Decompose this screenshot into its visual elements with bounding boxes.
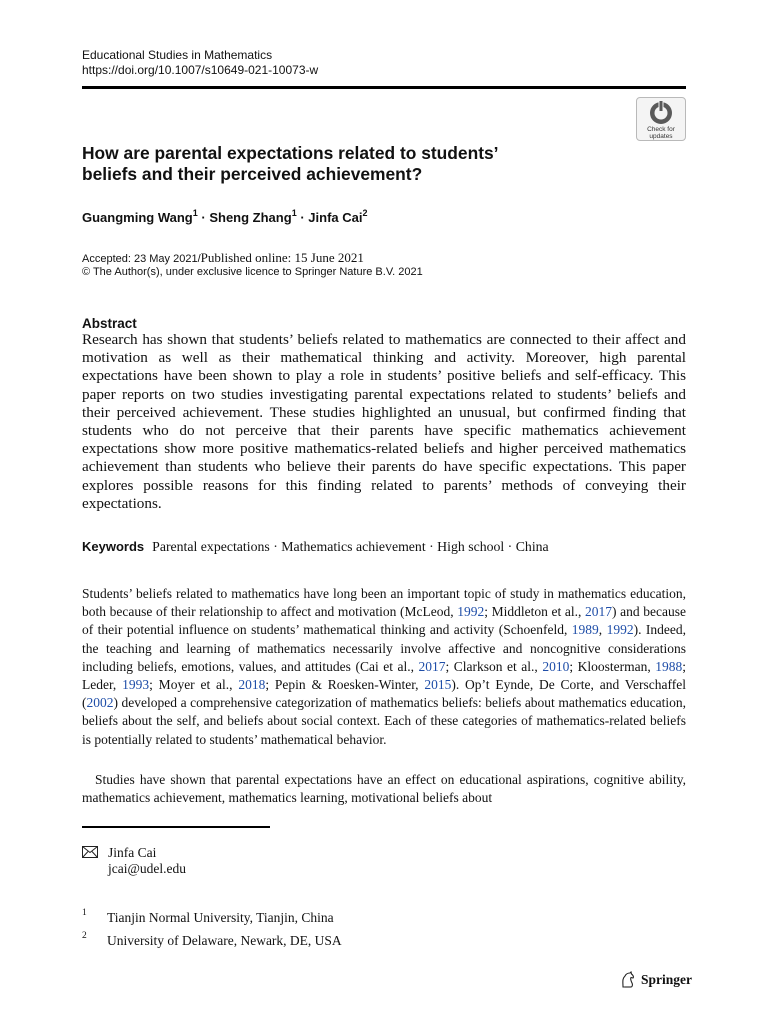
citation-link[interactable]: 1989 [571, 622, 599, 638]
body-paragraph-1 [82, 585, 686, 749]
footnote-rule [82, 826, 270, 828]
doi-link[interactable]: https://doi.org/10.1007/s10649-021-10073-w [82, 63, 319, 77]
author-list [82, 207, 368, 225]
body-text-run: , [598, 622, 607, 638]
author-affiliation-mark: 1 [291, 207, 297, 218]
body-text-run: ). Indeed, the teaching and learning of mathematics necessarily involve affective and noncognitive considerations including beliefs, emotions, values, and attitudes (Cai et al., [82, 622, 686, 674]
body-text-run: ) developed a comprehensive categorization of mathematics beliefs: beliefs about mathematics education, beliefs about the self, and beliefs about social context. Each of these categories of mathematics-related beliefs is potentially related to students’ mathematical behavior. [82, 695, 686, 747]
check-for-updates-icon [647, 101, 675, 125]
author-name[interactable]: Guangming Wang [82, 210, 193, 225]
citation-link[interactable]: 2002 [86, 695, 114, 711]
body-text-run: ; Middleton et al., [484, 604, 586, 620]
badge-label: Check for updates [647, 126, 675, 140]
author-separator: · [300, 210, 305, 225]
journal-name: Educational Studies in Mathematics [82, 48, 273, 62]
citation-link[interactable]: 1988 [655, 658, 683, 674]
citation-link[interactable]: 2017 [418, 658, 446, 674]
keywords [82, 538, 686, 556]
body-text-run: ). Op’t Eynde, De Corte, and Verschaffel ( [82, 677, 687, 711]
header-rule [82, 86, 686, 89]
check-for-updates-badge[interactable] [636, 97, 686, 141]
abstract-heading: Abstract [82, 316, 137, 331]
publication-dates [82, 251, 364, 266]
keyword-list: Parental expectations · Mathematics achievement · High school · China [152, 539, 549, 554]
publisher-logo [619, 971, 692, 989]
author-affiliation-mark: 2 [362, 207, 368, 218]
body-text-run: Students’ beliefs related to mathematics have long been an important topic of study in mathematics education, both because of their relationship to affect and motivation (McLeod, [82, 586, 686, 620]
citation-link[interactable]: 1992 [457, 604, 485, 620]
citation-link[interactable]: 2017 [585, 604, 613, 620]
copyright-notice: © The Author(s), under exclusive licence to Springer Nature B.V. 2021 [82, 266, 423, 278]
correspondence-email[interactable]: jcai@udel.edu [108, 861, 187, 876]
affiliation-text: Tianjin Normal University, Tianjin, China [107, 910, 334, 925]
publisher-name: Springer [641, 972, 693, 987]
author-name[interactable]: Jinfa Cai [308, 210, 363, 225]
body-text-run: ; Clarkson et al., [445, 658, 543, 674]
accepted-date: Accepted: 23 May 2021/ [82, 253, 201, 265]
body-text-run: ; Leder, [82, 658, 686, 693]
paper-title: How are parental expectations related to students’ beliefs and their perceived achievement? [82, 143, 499, 184]
body-text-run: ; Moyer et al., [149, 677, 239, 693]
journal-header [82, 48, 318, 78]
affiliation-number: 2 [82, 931, 87, 941]
author-separator: · [201, 210, 206, 225]
body-text-run: ) and because of their potential influence on students’ mathematical thinking and activity (Schoenfeld, [82, 604, 686, 638]
envelope-icon [82, 846, 98, 858]
citation-link[interactable]: 1993 [122, 677, 150, 693]
citation-link[interactable]: 2015 [424, 677, 452, 693]
body-text-run: ; Pepin & Roesken-Winter, [265, 677, 425, 693]
abstract-text: Research has shown that students’ beliefs related to mathematics are connected to their affect and motivation as well as their mathematical thinking and activity. Moreover, high parental expectations have been shown to play a role in students’ positive beliefs and self-efficacy. This paper reports on two studies investigating parental expectations related to students’ beliefs and their perceived achievement. These studies highlighted an unusual, but confirmed finding that students who do not perceive that their parents have specific mathematics achievement expectations show more positive mathematics-related beliefs and higher perceived mathematics achievement than students who believe their parents do have specific expectations. This paper explores possible reasons for this finding related to parents’ methods of conveying their expectations. [82, 331, 686, 512]
author-name[interactable]: Sheng Zhang [209, 210, 292, 225]
body-paragraph-2: Studies have shown that parental expectations have an effect on educational aspirations, cognitive ability, mathematics achievement, mathematics learning, motivational beliefs about [82, 772, 686, 806]
citation-link[interactable]: 1992 [606, 622, 634, 638]
published-date: Published online: 15 June 2021 [200, 250, 364, 265]
springer-horse-icon [619, 971, 636, 989]
citation-link[interactable]: 2018 [238, 677, 266, 693]
keywords-heading: Keywords [82, 539, 145, 554]
citation-link[interactable]: 2010 [542, 658, 570, 674]
affiliation-number: 1 [82, 908, 87, 918]
correspondence-name: Jinfa Cai [108, 845, 157, 860]
author-affiliation-mark: 1 [192, 207, 198, 218]
affiliation-text: University of Delaware, Newark, DE, USA [107, 933, 342, 948]
body-text-run: ; Kloosterman, [569, 658, 656, 674]
